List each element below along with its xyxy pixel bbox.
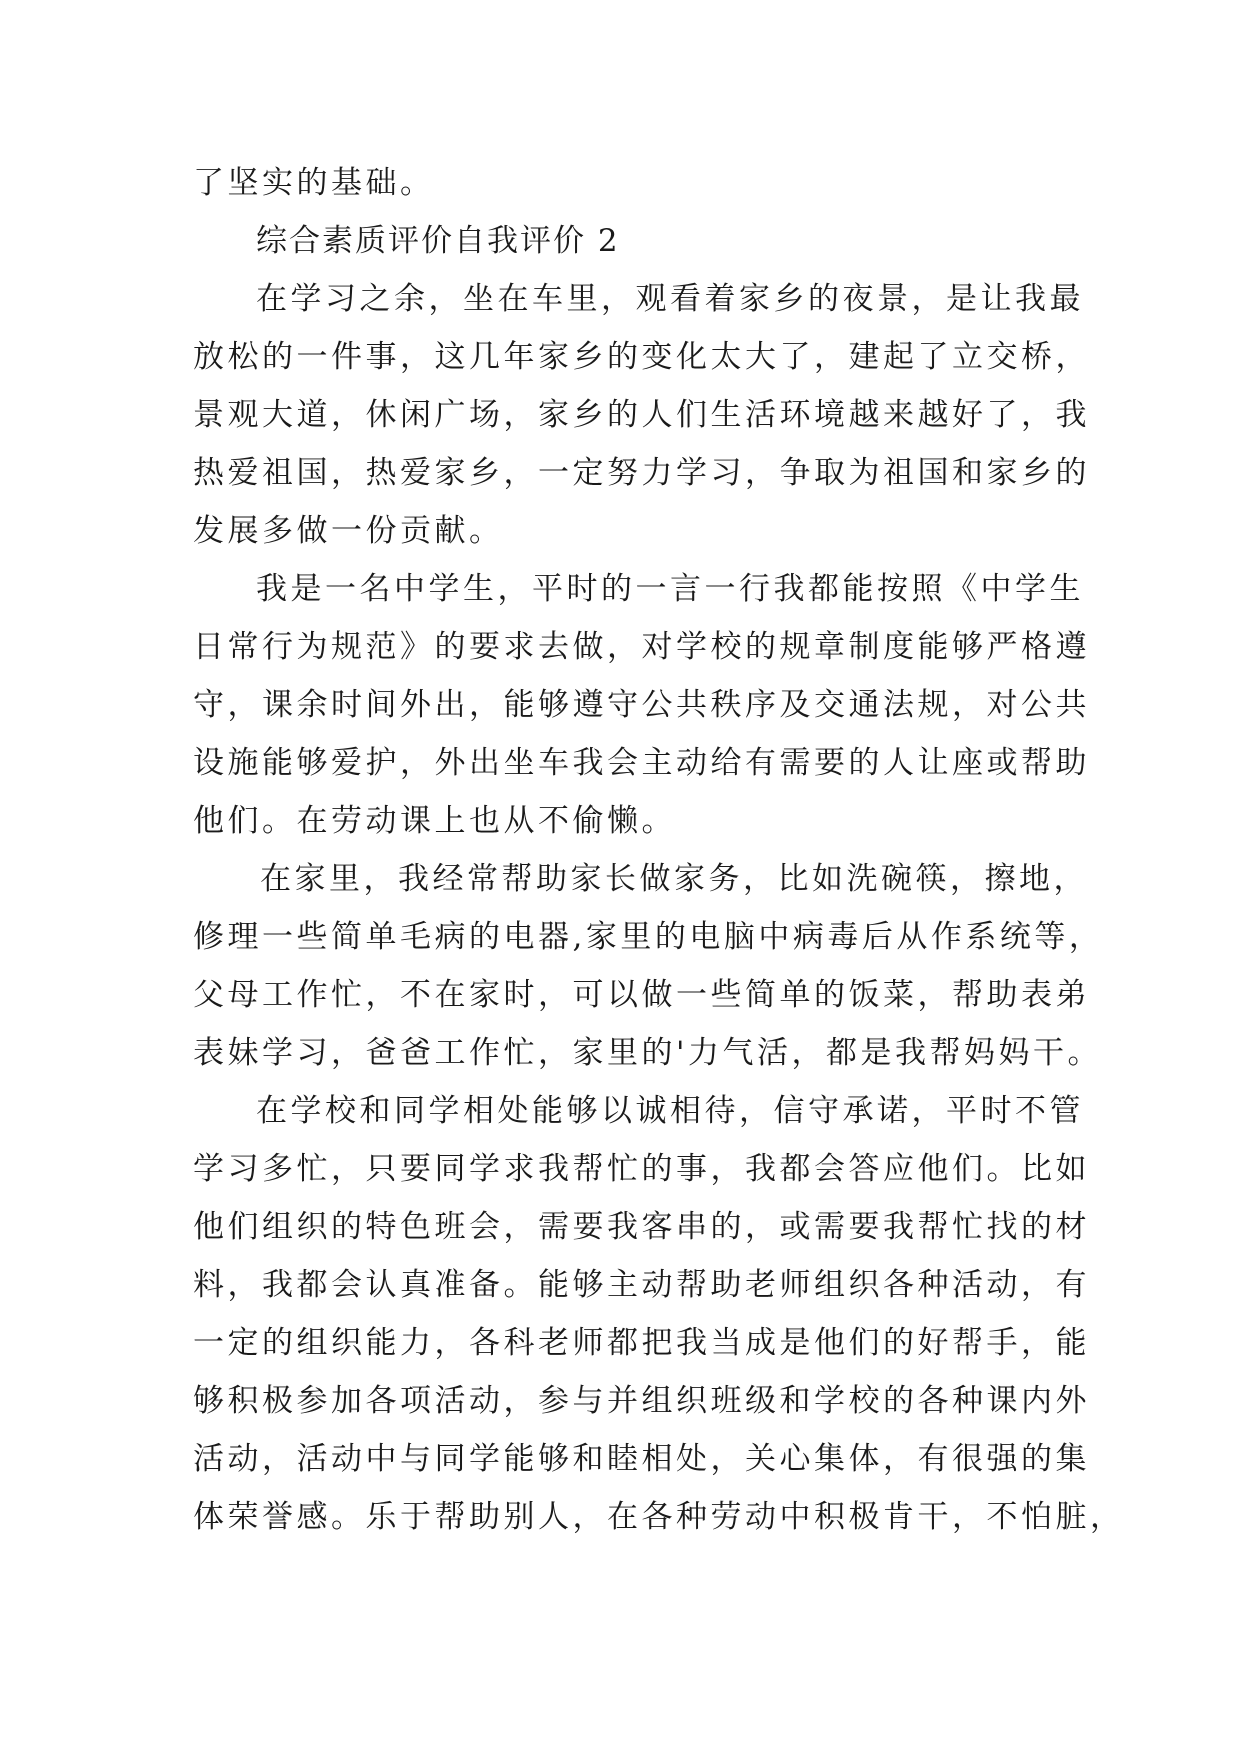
text-line: 热爱祖国，热爱家乡，一定努力学习，争取为祖国和家乡的 xyxy=(193,455,1090,491)
text-line: 学习多忙，只要同学求我帮忙的事，我都会答应他们。比如 xyxy=(193,1151,1090,1187)
text-line: 设施能够爱护，外出坐车我会主动给有需要的人让座或帮助 xyxy=(193,745,1090,781)
text-line: 了坚实的基础。 xyxy=(193,165,435,201)
text-line: 他们。在劳动课上也从不偷懒。 xyxy=(193,803,676,839)
text-line: 够积极参加各项活动，参与并组织班级和学校的各种课内外 xyxy=(193,1383,1090,1419)
text-line: 他们组织的特色班会，需要我客串的，或需要我帮忙找的材 xyxy=(193,1209,1090,1245)
text-line: 景观大道，休闲广场，家乡的人们生活环境越来越好了，我 xyxy=(193,397,1090,433)
text-line: 活动，活动中与同学能够和睦相处，关心集体，有很强的集 xyxy=(193,1441,1090,1477)
text-line: 发展多做一份贡献。 xyxy=(193,513,504,549)
text-line: 父母工作忙，不在家时，可以做一些简单的饭菜，帮助表弟 xyxy=(193,977,1090,1013)
section-heading: 综合素质评价自我评价 2 xyxy=(256,223,620,259)
text-line: 放松的一件事，这几年家乡的变化太大了，建起了立交桥， xyxy=(193,339,1090,375)
text-line: 守，课余时间外出，能够遵守公共秩序及交通法规，对公共 xyxy=(193,687,1090,723)
text-line: 体荣誉感。乐于帮助别人，在各种劳动中积极肯干，不怕脏， xyxy=(193,1499,1125,1535)
text-line: 表妹学习，爸爸工作忙，家里的'力气活，都是我帮妈妈干。 xyxy=(193,1035,1103,1071)
text-line: 在学校和同学相处能够以诚相待，信守承诺，平时不管 xyxy=(256,1093,1084,1129)
text-line: 一定的组织能力，各科老师都把我当成是他们的好帮手，能 xyxy=(193,1325,1090,1361)
text-line: 在家里，我经常帮助家长做家务，比如洗碗筷，擦地， xyxy=(260,861,1088,897)
text-line: 我是一名中学生，平时的一言一行我都能按照《中学生 xyxy=(256,571,1084,607)
text-line: 料，我都会认真准备。能够主动帮助老师组织各种活动，有 xyxy=(193,1267,1090,1303)
text-line: 在学习之余，坐在车里，观看着家乡的夜景，是让我最 xyxy=(256,281,1084,317)
text-line: 修理一些简单毛病的电器,家里的电脑中病毒后从作系统等， xyxy=(193,919,1104,955)
text-line: 日常行为规范》的要求去做，对学校的规章制度能够严格遵 xyxy=(193,629,1090,665)
